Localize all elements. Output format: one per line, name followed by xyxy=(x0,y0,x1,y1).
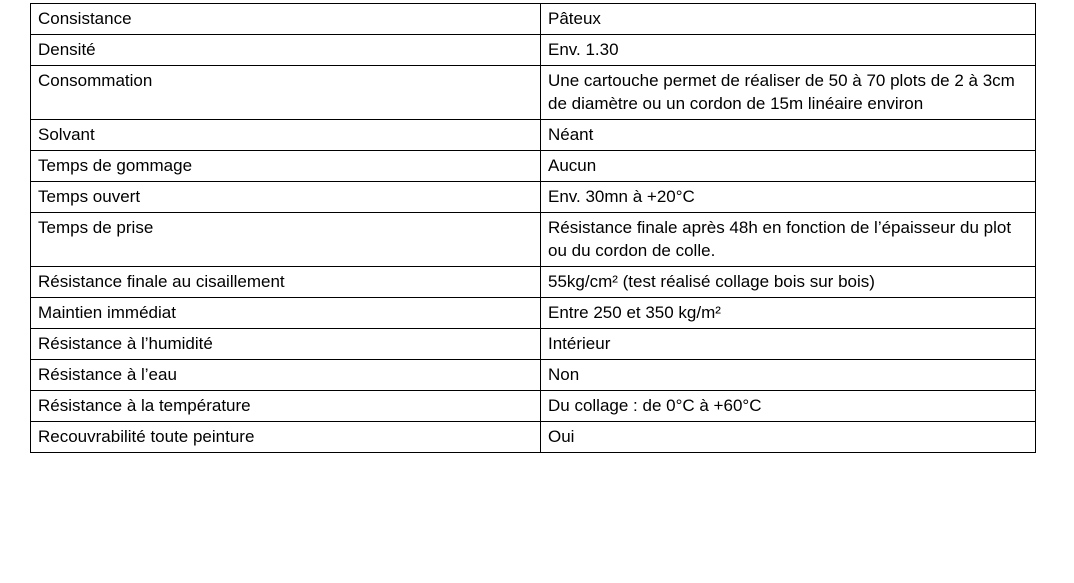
table-row xyxy=(31,66,1036,120)
property-cell: Densité xyxy=(31,35,541,66)
property-cell: Temps de prise xyxy=(31,213,541,267)
table-row xyxy=(31,360,1036,391)
value-cell: Oui xyxy=(541,422,1036,453)
table-row xyxy=(31,4,1036,35)
property-cell: Résistance à la température xyxy=(31,391,541,422)
table-row xyxy=(31,391,1036,422)
value-cell: Néant xyxy=(541,120,1036,151)
table-row xyxy=(31,120,1036,151)
table-row xyxy=(31,298,1036,329)
property-cell: Temps de gommage xyxy=(31,151,541,182)
property-cell: Résistance finale au cisaillement xyxy=(31,267,541,298)
value-cell: Résistance finale après 48h en fonction de l’épaisseur du plot ou du cordon de colle. xyxy=(541,213,1036,267)
property-cell: Solvant xyxy=(31,120,541,151)
table-row xyxy=(31,422,1036,453)
table-row xyxy=(31,213,1036,267)
value-cell: 55kg/cm² (test réalisé collage bois sur bois) xyxy=(541,267,1036,298)
value-cell: Intérieur xyxy=(541,329,1036,360)
property-cell: Maintien immédiat xyxy=(31,298,541,329)
table-row xyxy=(31,267,1036,298)
property-cell: Consommation xyxy=(31,66,541,120)
spec-table xyxy=(30,3,1036,453)
value-cell: Aucun xyxy=(541,151,1036,182)
property-cell: Résistance à l’humidité xyxy=(31,329,541,360)
table-row xyxy=(31,151,1036,182)
property-cell: Temps ouvert xyxy=(31,182,541,213)
value-cell: Du collage : de 0°C à +60°C xyxy=(541,391,1036,422)
value-cell: Pâteux xyxy=(541,4,1036,35)
table-row xyxy=(31,329,1036,360)
table-row xyxy=(31,182,1036,213)
value-cell: Une cartouche permet de réaliser de 50 à 70 plots de 2 à 3cm de diamètre ou un cordon de 15m linéaire environ xyxy=(541,66,1036,120)
value-cell: Env. 30mn à +20°C xyxy=(541,182,1036,213)
table-row xyxy=(31,35,1036,66)
value-cell: Entre 250 et 350 kg/m² xyxy=(541,298,1036,329)
property-cell: Consistance xyxy=(31,4,541,35)
value-cell: Env. 1.30 xyxy=(541,35,1036,66)
property-cell: Recouvrabilité toute peinture xyxy=(31,422,541,453)
property-cell: Résistance à l’eau xyxy=(31,360,541,391)
value-cell: Non xyxy=(541,360,1036,391)
